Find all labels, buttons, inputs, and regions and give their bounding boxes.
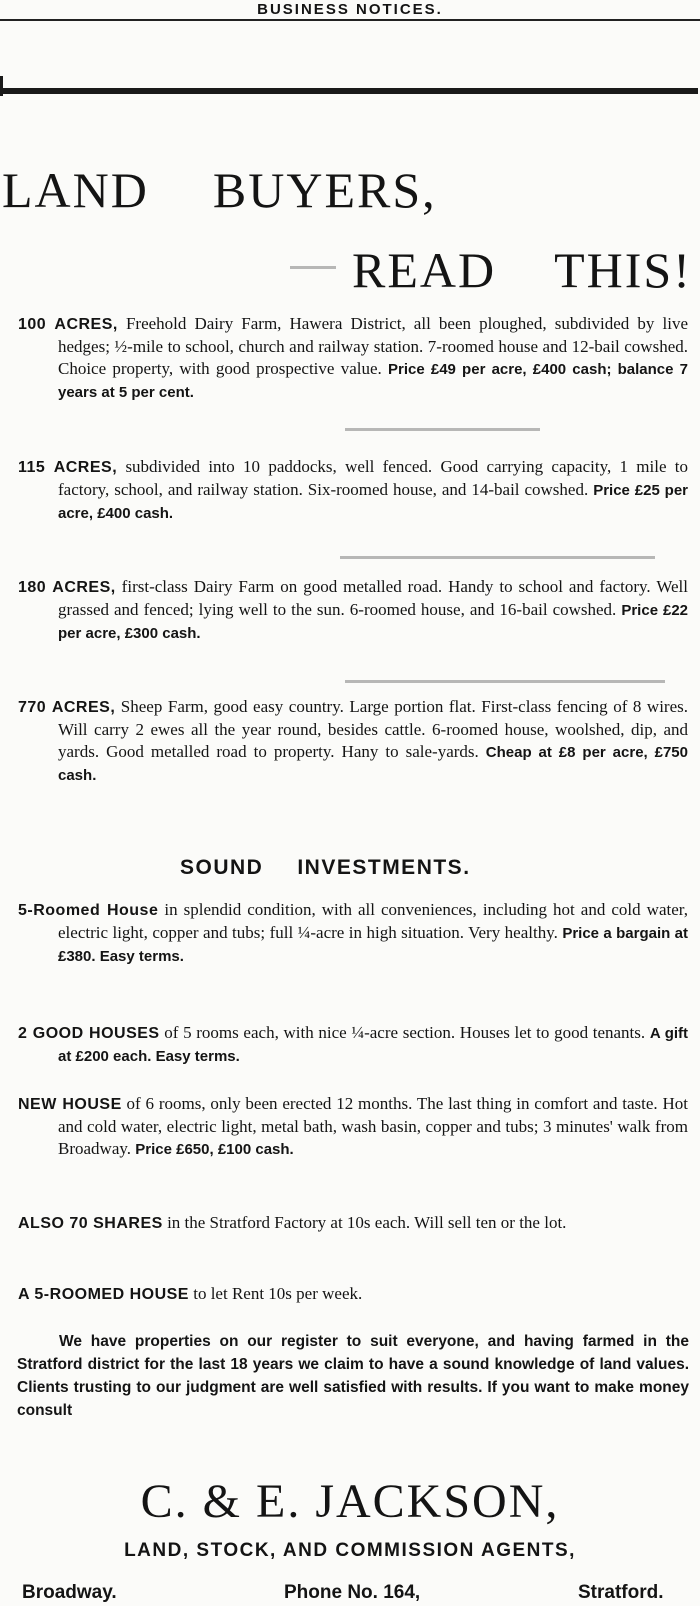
investment-price: Price a bargain at £380. Easy terms. (58, 925, 688, 965)
headline-this: THIS! (554, 242, 692, 298)
listing-body: first-class Dairy Farm on good metalled road. Handy to school and factory. Well grassed and fenced; lying well to the sun. 6-roomed house, and 16-bail cowshed. (58, 577, 689, 619)
investment-4 (18, 1212, 688, 1235)
section-header: BUSINESS NOTICES. (257, 1, 443, 18)
listing-price: Price £25 per acre, £400 cash. (58, 482, 688, 522)
investment-body: to let Rent 10s per week. (188, 1284, 363, 1303)
listing-price: Price £22 per acre, £300 cash. (58, 602, 689, 642)
investment-1 (18, 899, 688, 968)
firm-street: Broadway. (22, 1582, 117, 1603)
print-smudge (340, 556, 655, 559)
firm-phone: Phone No. 164, (284, 1582, 421, 1603)
print-smudge (290, 266, 336, 269)
listing-body: Freehold Dairy Farm, Hawera District, all been ploughed, subdivided by live hedges; ½-mile to school, church and railway station. 7-roomed house and 12-bail cowshed. Choice property, with good prospective value. (58, 314, 688, 378)
listing-body: subdivided into 10 paddocks, well fenced. Good carrying capacity, 1 mile to factory, school, and railway station. Six-roomed house, and 14-bail cowshed. (58, 457, 688, 499)
investment-body: of 5 rooms each, with nice ¼-acre section. Houses let to good tenants. (159, 1023, 650, 1042)
investment-3 (18, 1093, 688, 1161)
listing-price: Cheap at £8 per acre, £750 cash. (58, 744, 688, 784)
investments-title-sound: SOUND (180, 856, 264, 879)
header-rule (0, 19, 700, 21)
listing-body: Sheep Farm, good easy country. Large portion flat. First-class fencing of 8 wires. Will carry 2 ewes all the year round, besides cattle. 6-roomed house, woolshed, dip, and yards. Good metalled road to property. Hany to sale-yards. (58, 697, 688, 761)
headline-land: LAND (2, 162, 149, 218)
listing-lead: 180 ACRES, (18, 579, 116, 596)
closing-text: We have properties on our register to suit everyone, and having farmed in the Stratford district for the last 18 years we claim to have a sound knowledge of land values. Clients trusting to our judgment are well satisfied with results. If you want to make money consult (17, 1333, 689, 1419)
headline-line-1 (2, 160, 437, 220)
investment-price: A gift at £200 each. Easy terms. (58, 1025, 689, 1065)
heavy-rule (2, 88, 698, 94)
headline-line-2 (352, 240, 692, 300)
closing-paragraph (17, 1330, 689, 1422)
headline-buyers: BUYERS, (212, 162, 437, 218)
investments-heading (180, 856, 471, 880)
listing-4 (18, 696, 688, 787)
print-smudge (345, 680, 665, 683)
listing-lead: 115 ACRES, (18, 459, 118, 476)
investment-price: Price £650, £100 cash. (135, 1141, 294, 1158)
investment-body: of 6 rooms, only been erected 12 months. The last thing in comfort and taste. Hot and cold water, electric light, metal bath, wash basin, copper and tubs; 3 minutes' walk from Broadway. (58, 1094, 688, 1158)
investment-body: in splendid condition, with all conveniences, including hot and cold water, electric light, copper and tubs; full ¼-acre in high situation. Very healthy. (58, 900, 688, 942)
headline-read: READ (352, 242, 497, 298)
investment-lead: ALSO 70 SHARES (18, 1215, 163, 1232)
firm-name: C. & E. JACKSON, (140, 1475, 560, 1528)
listing-lead: 770 ACRES, (18, 699, 116, 716)
firm-town: Stratford. (578, 1582, 664, 1603)
investment-2 (18, 1022, 688, 1068)
investments-title-rest: INVESTMENTS. (297, 856, 471, 879)
firm-role: LAND, STOCK, AND COMMISSION AGENTS, (124, 1540, 576, 1561)
investment-5 (18, 1283, 688, 1306)
investment-lead: 5-Roomed House (18, 902, 159, 919)
listing-1 (18, 313, 688, 404)
investment-lead: NEW HOUSE (18, 1096, 122, 1113)
listing-3 (18, 576, 688, 645)
investment-body: in the Stratford Factory at 10s each. Will sell ten or the lot. (162, 1213, 567, 1232)
investment-lead: 2 GOOD HOUSES (18, 1025, 160, 1042)
listing-price: Price £49 per acre, £400 cash; balance 7 years at 5 per cent. (58, 361, 688, 401)
listing-lead: 100 ACRES, (18, 316, 118, 333)
print-smudge (345, 428, 540, 431)
listing-2 (18, 456, 688, 525)
investment-lead: A 5-ROOMED HOUSE (18, 1286, 189, 1303)
